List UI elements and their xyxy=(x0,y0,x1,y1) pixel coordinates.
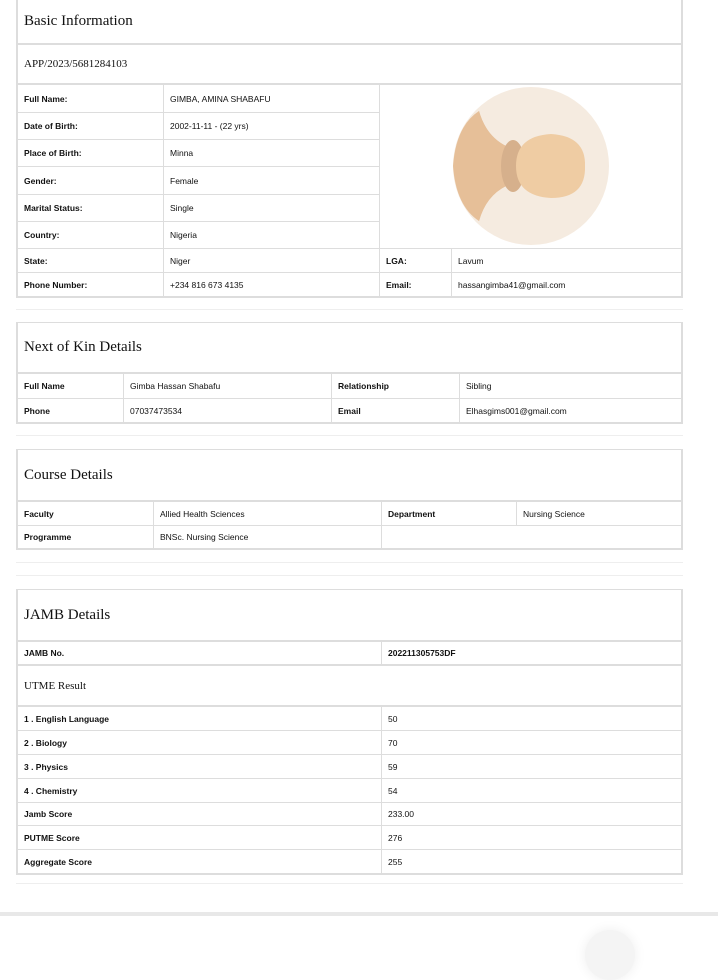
score: 54 xyxy=(382,779,682,803)
label: Full Name xyxy=(18,374,124,399)
phone-value: +234 816 673 4135 xyxy=(164,273,380,297)
application-number: APP/2023/5681284103 xyxy=(17,44,682,84)
floating-button[interactable] xyxy=(585,930,635,980)
score-label: Aggregate Score xyxy=(18,850,382,874)
divider xyxy=(16,562,683,563)
value: Nigeria xyxy=(164,222,380,249)
section-title: JAMB Details xyxy=(17,589,682,641)
score: 255 xyxy=(382,850,682,874)
utme-result-title: UTME Result xyxy=(17,665,682,706)
footer-divider xyxy=(0,912,718,916)
label: Faculty xyxy=(18,502,154,526)
state-label: State: xyxy=(18,249,164,273)
section-title: Basic Information xyxy=(17,0,682,44)
score: 59 xyxy=(382,755,682,779)
label: Phone xyxy=(18,399,124,423)
value: GIMBA, AMINA SHABAFU xyxy=(164,85,380,113)
label: JAMB No. xyxy=(18,642,382,665)
empty-cell xyxy=(382,526,682,549)
value: Nursing Science xyxy=(517,502,682,526)
lga-value: Lavum xyxy=(452,249,682,273)
label: Programme xyxy=(18,526,154,549)
subject-label: 4 . Chemistry xyxy=(18,779,382,803)
subject-label: 2 . Biology xyxy=(18,731,382,755)
email-value: hassangimba41@gmail.com xyxy=(452,273,682,297)
value: Sibling xyxy=(460,374,682,399)
email-label: Email: xyxy=(380,273,452,297)
label: Country: xyxy=(18,222,164,249)
label: Date of Birth: xyxy=(18,113,164,140)
state-value: Niger xyxy=(164,249,380,273)
score: 276 xyxy=(382,826,682,850)
divider xyxy=(16,575,683,576)
value: BNSc. Nursing Science xyxy=(154,526,382,549)
divider xyxy=(16,883,683,884)
label: Relationship xyxy=(332,374,460,399)
avatar-placeholder-icon xyxy=(451,86,611,246)
label: Place of Birth: xyxy=(18,140,164,167)
score: 233.00 xyxy=(382,803,682,826)
section-title: Course Details xyxy=(17,449,682,501)
jamb-details-section xyxy=(16,589,683,875)
basic-information-section xyxy=(16,0,683,298)
value: Gimba Hassan Shabafu xyxy=(124,374,332,399)
divider xyxy=(16,435,683,436)
next-of-kin-section xyxy=(16,322,683,424)
label: Email xyxy=(332,399,460,423)
value: Elhasgims001@gmail.com xyxy=(460,399,682,423)
label: Gender: xyxy=(18,167,164,195)
subject-label: 3 . Physics xyxy=(18,755,382,779)
value: Minna xyxy=(164,140,380,167)
divider xyxy=(16,309,683,310)
subject-label: 1 . English Language xyxy=(18,707,382,731)
score: 70 xyxy=(382,731,682,755)
score-label: PUTME Score xyxy=(18,826,382,850)
label: Department xyxy=(382,502,517,526)
value: 07037473534 xyxy=(124,399,332,423)
photo xyxy=(380,85,682,249)
value: Female xyxy=(164,167,380,195)
course-details-section xyxy=(16,449,683,550)
value: 2002-11-11 - (22 yrs) xyxy=(164,113,380,140)
value: Allied Health Sciences xyxy=(154,502,382,526)
lga-label: LGA: xyxy=(380,249,452,273)
score-label: Jamb Score xyxy=(18,803,382,826)
phone-label: Phone Number: xyxy=(18,273,164,297)
value: 202211305753DF xyxy=(382,642,682,665)
value: Single xyxy=(164,195,380,222)
label: Full Name: xyxy=(18,85,164,113)
label: Marital Status: xyxy=(18,195,164,222)
section-title: Next of Kin Details xyxy=(17,322,682,373)
score: 50 xyxy=(382,707,682,731)
